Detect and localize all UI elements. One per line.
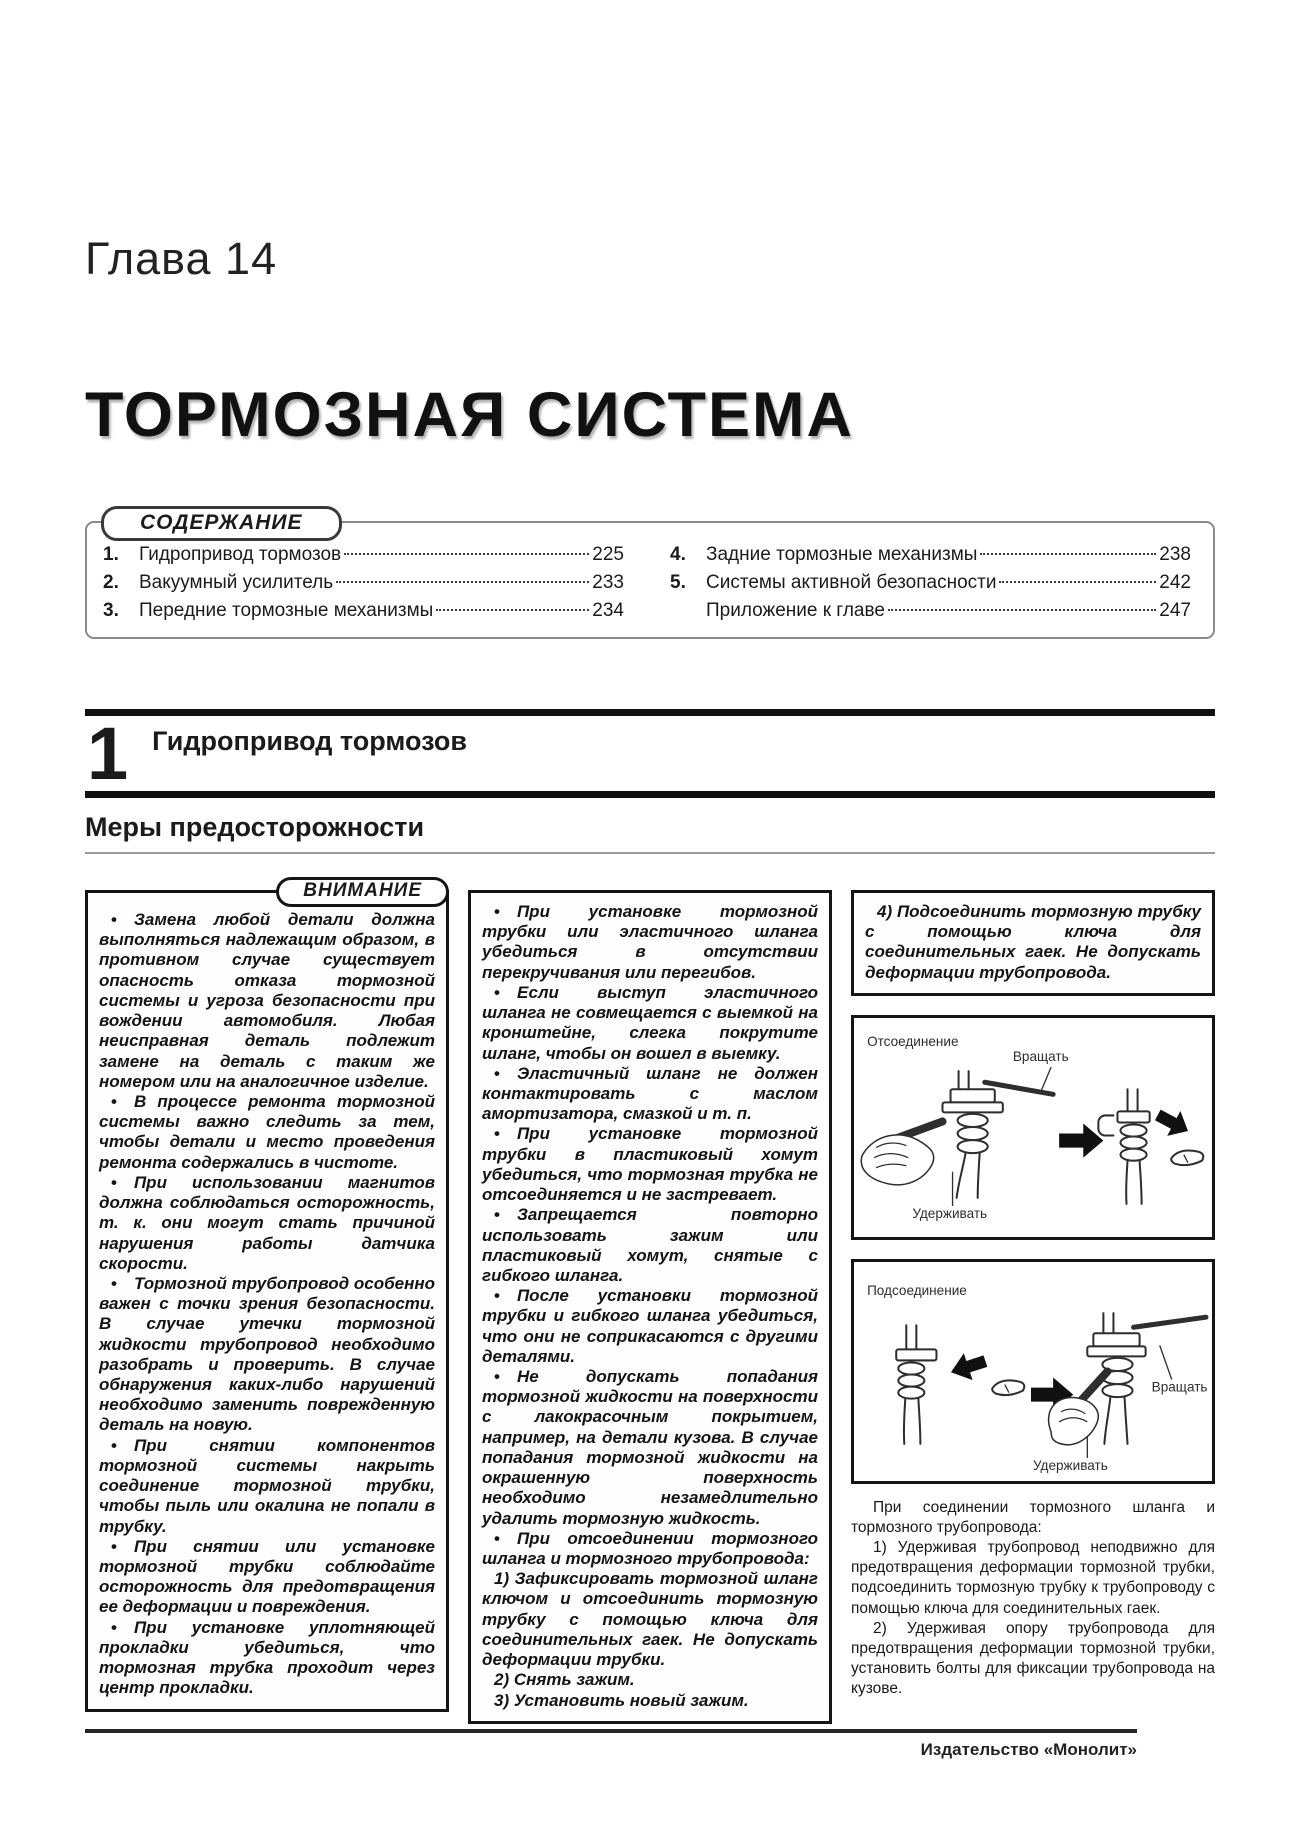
clip-drawing bbox=[992, 1380, 1024, 1395]
brake-fitting-drawing bbox=[942, 1071, 1053, 1198]
warning-box bbox=[85, 880, 449, 1712]
removed-clip-drawing bbox=[1171, 1150, 1203, 1165]
toc-dot-leader bbox=[436, 609, 589, 611]
toc-page-number: 234 bbox=[592, 600, 624, 621]
toc-title: Задние тормозные механизмы bbox=[706, 544, 978, 565]
tube-drawing bbox=[896, 1325, 936, 1444]
toc-row bbox=[103, 569, 624, 597]
toc-number: 5. bbox=[670, 572, 686, 593]
publisher-footer: Издательство «Монолит» bbox=[85, 1729, 1137, 1760]
brake-line-connect-figure bbox=[854, 1262, 1212, 1481]
instruction-paragraph bbox=[482, 1064, 818, 1125]
toc-page-number: 225 bbox=[592, 544, 624, 565]
toc-dot-leader bbox=[336, 581, 589, 583]
contents-box bbox=[85, 511, 1215, 639]
arrow-right-icon bbox=[1059, 1123, 1103, 1157]
chapter-heading: Глава 14 bbox=[85, 233, 278, 284]
warning-paragraph bbox=[99, 1436, 435, 1537]
warning-paragraph-text: В процессе ремонта тормозной системы важно следить за тем, чтобы детали и место проведения ремонта содержались в чистоте. bbox=[99, 1091, 435, 1172]
toc-dot-leader bbox=[888, 609, 1156, 611]
warning-paragraph-text: Замена любой детали должна выполняться надлежащим образом, в противном случае существует опасность отказа тормозной системы и угроза безопасности при вождении автомобиля. Любая неисправная деталь подлежит замене на деталь с таким же номером или на аналогичное изделие. bbox=[99, 910, 435, 1091]
rotate-wrench-drawing bbox=[1134, 1317, 1206, 1327]
procedure-intro: При соединении тормозного шланга и тормозного трубопровода: bbox=[851, 1498, 1215, 1537]
instruction-paragraph bbox=[482, 1205, 818, 1286]
page-title: ТОРМОЗНАЯ СИСТЕМА bbox=[85, 380, 855, 450]
figure-caption: Отсоединение bbox=[867, 1033, 959, 1049]
toc-dot-leader bbox=[999, 581, 1156, 583]
hold-label: Удерживать bbox=[912, 1205, 988, 1221]
three-column-layout bbox=[85, 880, 1215, 1724]
warning-paragraph bbox=[99, 1274, 435, 1436]
toc-title: Системы активной безопасности bbox=[706, 572, 997, 593]
subsection-title: Меры предосторожности bbox=[85, 812, 1215, 854]
figure-disconnect bbox=[851, 1015, 1215, 1240]
toc-column-right bbox=[670, 541, 1191, 625]
toc-page-number: 238 bbox=[1159, 544, 1191, 565]
section-number: 1 bbox=[87, 712, 129, 795]
column-1 bbox=[85, 880, 449, 1712]
toc-number: 4. bbox=[670, 544, 686, 565]
instruction-box bbox=[468, 890, 832, 1724]
warning-paragraph-text: При снятии или установке тормозной трубки соблюдайте осторожность для предотвращения ее деформации и повреждения. bbox=[99, 1536, 435, 1617]
warning-paragraph bbox=[99, 1092, 435, 1173]
warning-paragraph-text: При установке уплотняющей прокладки убедиться, что тормозная трубка проходит через центр прокладки. bbox=[99, 1617, 435, 1698]
warning-paragraph-text: При снятии компонентов тормозной системы накрыть соединение тормозной трубки, чтобы пыль или окалина не попали в трубку. bbox=[99, 1435, 435, 1536]
figure-connect bbox=[851, 1259, 1215, 1484]
step4-box bbox=[851, 890, 1215, 996]
toc-title: Вакуумный усилитель bbox=[139, 572, 334, 593]
instruction-paragraph-text: Эластичный шланг не должен контактировать с маслом амортизатора, смазкой и т. п. bbox=[482, 1063, 818, 1124]
instruction-paragraph bbox=[482, 902, 818, 983]
figure-caption: Подсоединение bbox=[867, 1282, 967, 1298]
warning-paragraph bbox=[99, 1537, 435, 1618]
toc-dot-leader bbox=[980, 553, 1156, 555]
section-title: Гидропривод тормозов bbox=[152, 726, 468, 756]
instruction-paragraph-text: Если выступ эластичного шланга не совмещается с выемкой на кронштейне, слегка покрутите шланг, чтобы он вошел в выемку. bbox=[482, 982, 818, 1063]
step-paragraph: 1) Зафиксировать тормозной шланг ключом и отсоединить тормозную трубку с помощью ключа для соединительных гаек. Не допускать деформации трубки. bbox=[482, 1569, 818, 1670]
step-paragraph: 2) Снять зажим. bbox=[494, 1670, 635, 1690]
toc-number: 1. bbox=[103, 544, 119, 565]
toc-page-number: 233 bbox=[592, 572, 624, 593]
toc-page-number: 247 bbox=[1159, 600, 1191, 621]
toc-title: Гидропривод тормозов bbox=[139, 544, 342, 565]
instruction-paragraph bbox=[482, 1124, 818, 1205]
hand-with-wrench-drawing bbox=[861, 1121, 942, 1184]
toc-row bbox=[103, 541, 624, 569]
toc-row bbox=[103, 597, 624, 625]
warning-paragraph-text: Тормозной трубопровод особенно важен с точки зрения безопасности. В случае утечки тормозной жидкости трубопровод необходимо разобрать и проверить. В случае обнаружения каких-либо нарушений необходимо заменить поврежденную деталь на новую. bbox=[99, 1273, 435, 1435]
warning-paragraph-text: При использовании магнитов должна соблюдаться осторожность, т. к. они могут стать причиной нарушения работы датчика скорости. bbox=[99, 1172, 435, 1273]
clip-bracket-drawing bbox=[1098, 1115, 1113, 1135]
toc-number: 2. bbox=[103, 572, 119, 593]
instruction-paragraph-text: При отсоединении тормозного шланга и тормозного трубопровода: bbox=[482, 1528, 818, 1568]
instruction-paragraph-text: После установки тормозной трубки и гибкого шланга убедиться, что они не соприкасаются с другими деталями. bbox=[482, 1286, 818, 1366]
toc-row bbox=[670, 569, 1191, 597]
rotate-label: Вращать bbox=[1151, 1379, 1208, 1395]
arrow-down-right-icon bbox=[1151, 1102, 1194, 1143]
toc-row bbox=[670, 541, 1191, 569]
toc-dot-leader bbox=[344, 553, 589, 555]
toc-title: Передние тормозные механизмы bbox=[139, 600, 434, 621]
connection-procedure-text bbox=[851, 1498, 1215, 1699]
instruction-paragraph-text: Не допускать попадания тормозной жидкости на поверхности с лакокрасочным покрытием, например, на детали кузова. В случае попадания тормозной жидкости на окрашенную поверхность необходимо незамедлительно удалить тормозную жидкость. bbox=[482, 1367, 818, 1528]
toc-column-left bbox=[103, 541, 624, 625]
toc-number: 3. bbox=[103, 600, 119, 621]
step-paragraph: 3) Установить новый зажим. bbox=[494, 1690, 749, 1710]
instruction-paragraph bbox=[482, 1367, 818, 1529]
procedure-step: 2) Удерживая опору трубопровода для предотвращения деформации тормозной трубки, установить болты для фиксации трубопровода на кузове. bbox=[851, 1619, 1215, 1698]
warning-paragraph bbox=[99, 910, 435, 1092]
tube-with-clip-drawing bbox=[1098, 1089, 1149, 1204]
column-2 bbox=[468, 890, 832, 1724]
label-leader-line bbox=[1160, 1345, 1172, 1379]
toc-title: Приложение к главе bbox=[706, 600, 885, 621]
instruction-paragraph bbox=[482, 1529, 818, 1569]
section-header bbox=[85, 709, 1215, 798]
instruction-paragraph-text: При установке тормозной трубки в пластиковый хомут убедиться, что тормозная трубка не отсоединяется и не застревает. bbox=[482, 1124, 818, 1205]
procedure-step: 1) Удерживая трубопровод неподвижно для предотвращения деформации тормозной трубки, подсоединить тормозную трубку к трубопроводу с помощью ключа для соединительных гаек. bbox=[851, 1539, 1215, 1617]
rotate-label: Вращать bbox=[1012, 1049, 1069, 1065]
label-leader-line bbox=[1041, 1067, 1051, 1091]
step-paragraph: 4) Подсоединить тормозную трубку с помощью ключа для соединительных гаек. Не допускать деформации трубопровода. bbox=[865, 902, 1201, 982]
instruction-paragraph bbox=[482, 1286, 818, 1367]
column-3 bbox=[851, 890, 1215, 1699]
instruction-paragraph bbox=[482, 983, 818, 1064]
instruction-paragraph-text: Запрещается повторно использовать зажим или пластиковый хомут, снятые с гибкого шланга. bbox=[482, 1205, 818, 1285]
warning-paragraph bbox=[99, 1618, 435, 1699]
warning-paragraph bbox=[99, 1173, 435, 1274]
instruction-paragraph-text: При установке тормозной трубки или эластичного шланга убедиться в отсутствии перекручивания или перегибов. bbox=[482, 902, 818, 982]
hold-label: Удерживать bbox=[1033, 1457, 1108, 1473]
brake-line-disconnect-figure bbox=[854, 1018, 1212, 1237]
contents-label: СОДЕРЖАНИЕ bbox=[101, 506, 342, 541]
toc-page-number: 242 bbox=[1159, 572, 1191, 593]
toc-row bbox=[670, 597, 1191, 625]
arrow-left-icon bbox=[947, 1348, 990, 1386]
warning-label: ВНИМАНИЕ bbox=[276, 877, 449, 907]
